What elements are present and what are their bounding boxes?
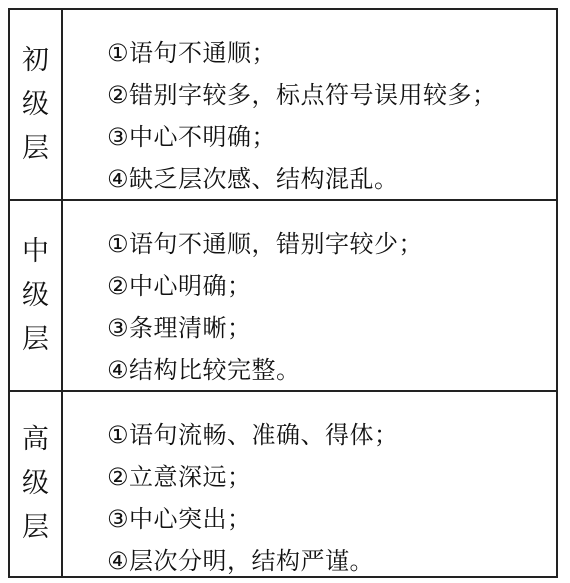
criterion-item: ④缺乏层次感、结构混乱。: [107, 165, 399, 193]
level-row-beginner: [10, 10, 556, 201]
criterion-item: ②立意深远；: [107, 463, 252, 491]
level-name-char: 级: [22, 468, 49, 499]
criterion-item: ①语句不通顺；: [107, 39, 277, 67]
level-name-char: 初: [22, 44, 49, 76]
criterion-item: ③中心突出；: [107, 505, 252, 533]
criterion-item: ②错别字较多，标点符号误用较多；: [107, 81, 497, 109]
level-name-cell: [10, 392, 63, 576]
criterion-item: ④结构比较完整。: [107, 356, 301, 384]
level-row-advanced: [10, 392, 556, 576]
level-name-char: 级: [22, 279, 49, 311]
level-name-cell: [10, 201, 63, 390]
evaluation-table: [8, 8, 558, 578]
criteria-cell: [63, 201, 556, 390]
criterion-item: ③条理清晰；: [107, 314, 252, 342]
criterion-item: ①语句不通顺，错别字较少；: [107, 230, 424, 258]
criterion-item: ①语句流畅、准确、得体；: [107, 421, 399, 449]
criterion-item: ④层次分明，结构严谨。: [107, 547, 375, 575]
level-name-char: 层: [22, 132, 49, 164]
criterion-item: ③中心不明确；: [107, 123, 277, 151]
level-name-cell: [10, 10, 63, 199]
level-name-char: 层: [22, 512, 49, 543]
criterion-item: ②中心明确；: [107, 272, 252, 300]
criteria-cell: [63, 10, 556, 199]
level-name-char: 级: [22, 88, 49, 120]
criteria-cell: [63, 392, 556, 576]
level-row-intermediate: [10, 201, 556, 392]
level-name-char: 中: [22, 235, 49, 267]
level-name-char: 层: [22, 323, 49, 355]
level-name-char: 高: [22, 424, 49, 455]
